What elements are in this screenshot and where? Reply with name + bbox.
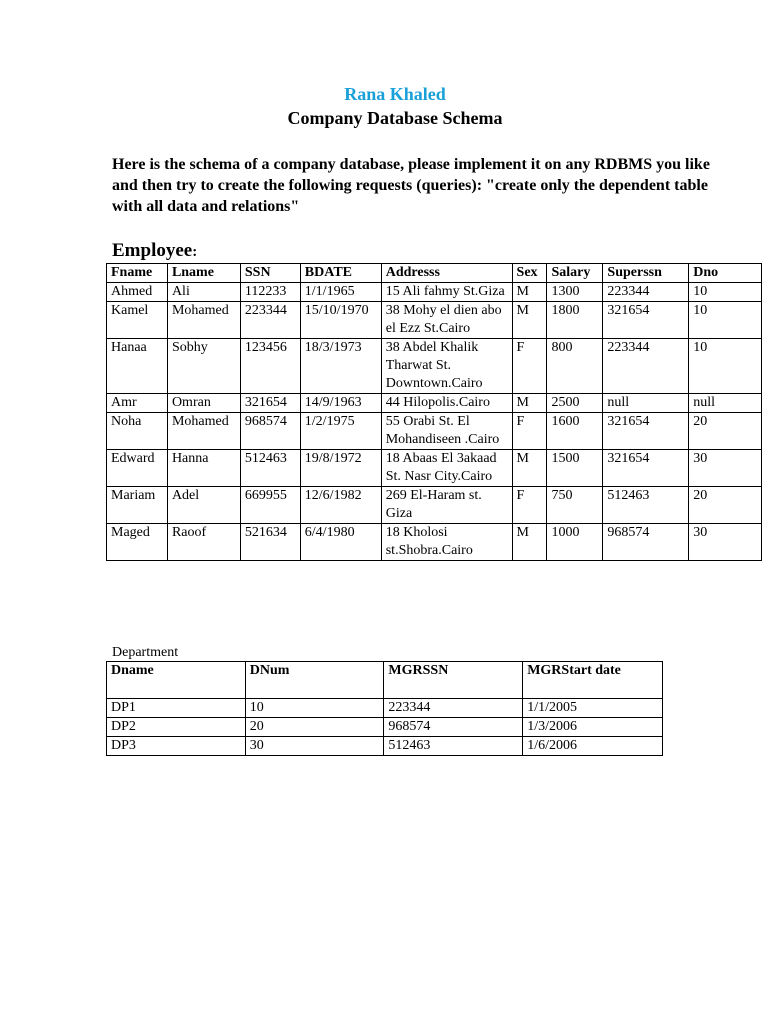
- employee-cell: Noha: [107, 413, 168, 450]
- department-cell: 1/1/2005: [523, 699, 663, 718]
- employee-cell: 1300: [547, 283, 603, 302]
- employee-row: [107, 413, 762, 450]
- employee-cell: Ahmed: [107, 283, 168, 302]
- department-cell: 512463: [384, 737, 523, 756]
- employee-cell: 20: [689, 413, 762, 450]
- employee-cell: 20: [689, 487, 762, 524]
- employee-cell: Raoof: [167, 524, 240, 561]
- employee-cell: Maged: [107, 524, 168, 561]
- department-table: [106, 661, 663, 756]
- employee-cell: 968574: [603, 524, 689, 561]
- employee-col-header: BDATE: [300, 264, 381, 283]
- employee-cell: Ali: [167, 283, 240, 302]
- employee-cell: 750: [547, 487, 603, 524]
- document-title: Company Database Schema: [287, 108, 503, 128]
- employee-row: [107, 487, 762, 524]
- employee-cell: 968574: [240, 413, 300, 450]
- employee-cell: 512463: [240, 450, 300, 487]
- employee-cell: 18 Abaas El 3akaad St. Nasr City.Cairo: [381, 450, 512, 487]
- employee-cell: 512463: [603, 487, 689, 524]
- employee-col-header: Superssn: [603, 264, 689, 283]
- employee-cell: 30: [689, 450, 762, 487]
- employee-row: [107, 524, 762, 561]
- employee-cell: 521634: [240, 524, 300, 561]
- employee-cell: Omran: [167, 394, 240, 413]
- employee-cell: 6/4/1980: [300, 524, 381, 561]
- employee-col-header: Fname: [107, 264, 168, 283]
- employee-cell: 18 Kholosi st.Shobra.Cairo: [381, 524, 512, 561]
- employee-cell: 15/10/1970: [300, 302, 381, 339]
- employee-cell: Mohamed: [167, 302, 240, 339]
- department-cell: 1/6/2006: [523, 737, 663, 756]
- department-col-header: Dname: [107, 662, 246, 699]
- employee-cell: F: [512, 339, 547, 394]
- employee-cell: Edward: [107, 450, 168, 487]
- intro-paragraph: Here is the schema of a company database, please implement it on any RDBMS you like and then try to create the following requests (queries): "create only the dependent table with all data and relations": [112, 156, 710, 215]
- employee-cell: 1000: [547, 524, 603, 561]
- employee-row: [107, 394, 762, 413]
- employee-cell: Amr: [107, 394, 168, 413]
- department-col-header: DNum: [245, 662, 384, 699]
- employee-cell: 321654: [603, 302, 689, 339]
- employee-heading-text: Employee: [112, 240, 193, 261]
- department-cell: DP3: [107, 737, 246, 756]
- employee-cell: M: [512, 450, 547, 487]
- employee-cell: 15 Ali fahmy St.Giza: [381, 283, 512, 302]
- department-cell: 30: [245, 737, 384, 756]
- employee-col-header: Addresss: [381, 264, 512, 283]
- employee-cell: 10: [689, 302, 762, 339]
- employee-cell: Hanna: [167, 450, 240, 487]
- employee-heading-colon: :: [192, 244, 198, 260]
- employee-cell: Mariam: [107, 487, 168, 524]
- employee-cell: 223344: [603, 283, 689, 302]
- employee-cell: 55 Orabi St. El Mohandiseen .Cairo: [381, 413, 512, 450]
- employee-cell: Adel: [167, 487, 240, 524]
- author-name: Rana Khaled: [344, 84, 446, 104]
- employee-cell: 1/2/1975: [300, 413, 381, 450]
- employee-table: [106, 263, 762, 561]
- employee-cell: 123456: [240, 339, 300, 394]
- employee-col-header: SSN: [240, 264, 300, 283]
- employee-cell: 1500: [547, 450, 603, 487]
- employee-cell: 223344: [240, 302, 300, 339]
- employee-cell: 18/3/1973: [300, 339, 381, 394]
- employee-cell: 38 Abdel Khalik Tharwat St. Downtown.Cairo: [381, 339, 512, 394]
- employee-cell: Mohamed: [167, 413, 240, 450]
- employee-cell: 1800: [547, 302, 603, 339]
- employee-cell: 10: [689, 339, 762, 394]
- department-cell: 20: [245, 718, 384, 737]
- employee-col-header: Salary: [547, 264, 603, 283]
- employee-cell: M: [512, 283, 547, 302]
- department-label: Department: [112, 645, 179, 660]
- employee-cell: Hanaa: [107, 339, 168, 394]
- employee-col-header: Dno: [689, 264, 762, 283]
- department-cell: 223344: [384, 699, 523, 718]
- employee-cell: M: [512, 302, 547, 339]
- employee-cell: 269 El-Haram st. Giza: [381, 487, 512, 524]
- employee-row: [107, 450, 762, 487]
- employee-cell: 223344: [603, 339, 689, 394]
- department-cell: DP1: [107, 699, 246, 718]
- employee-cell: F: [512, 487, 547, 524]
- employee-cell: 321654: [603, 413, 689, 450]
- department-col-header: MGRSSN: [384, 662, 523, 699]
- employee-cell: null: [603, 394, 689, 413]
- employee-cell: M: [512, 394, 547, 413]
- employee-cell: 669955: [240, 487, 300, 524]
- department-cell: 10: [245, 699, 384, 718]
- employee-cell: 10: [689, 283, 762, 302]
- department-cell: 1/3/2006: [523, 718, 663, 737]
- employee-cell: 112233: [240, 283, 300, 302]
- employee-cell: Kamel: [107, 302, 168, 339]
- employee-cell: 800: [547, 339, 603, 394]
- department-cell: DP2: [107, 718, 246, 737]
- department-col-header: MGRStart date: [523, 662, 663, 699]
- department-header-row: [107, 662, 663, 699]
- employee-row: [107, 339, 762, 394]
- employee-header-row: [107, 264, 762, 283]
- employee-cell: 44 Hilopolis.Cairo: [381, 394, 512, 413]
- employee-cell: 30: [689, 524, 762, 561]
- employee-cell: 38 Mohy el dien abo el Ezz St.Cairo: [381, 302, 512, 339]
- employee-cell: 321654: [603, 450, 689, 487]
- employee-cell: 14/9/1963: [300, 394, 381, 413]
- department-cell: 968574: [384, 718, 523, 737]
- employee-cell: 1600: [547, 413, 603, 450]
- department-row: [107, 718, 663, 737]
- employee-cell: 19/8/1972: [300, 450, 381, 487]
- employee-col-header: Sex: [512, 264, 547, 283]
- employee-cell: 321654: [240, 394, 300, 413]
- employee-cell: 2500: [547, 394, 603, 413]
- employee-heading: [112, 240, 197, 262]
- employee-cell: 12/6/1982: [300, 487, 381, 524]
- employee-cell: M: [512, 524, 547, 561]
- employee-cell: F: [512, 413, 547, 450]
- employee-row: [107, 283, 762, 302]
- employee-col-header: Lname: [167, 264, 240, 283]
- employee-cell: 1/1/1965: [300, 283, 381, 302]
- employee-cell: Sobhy: [167, 339, 240, 394]
- employee-cell: null: [689, 394, 762, 413]
- employee-row: [107, 302, 762, 339]
- department-row: [107, 737, 663, 756]
- department-row: [107, 699, 663, 718]
